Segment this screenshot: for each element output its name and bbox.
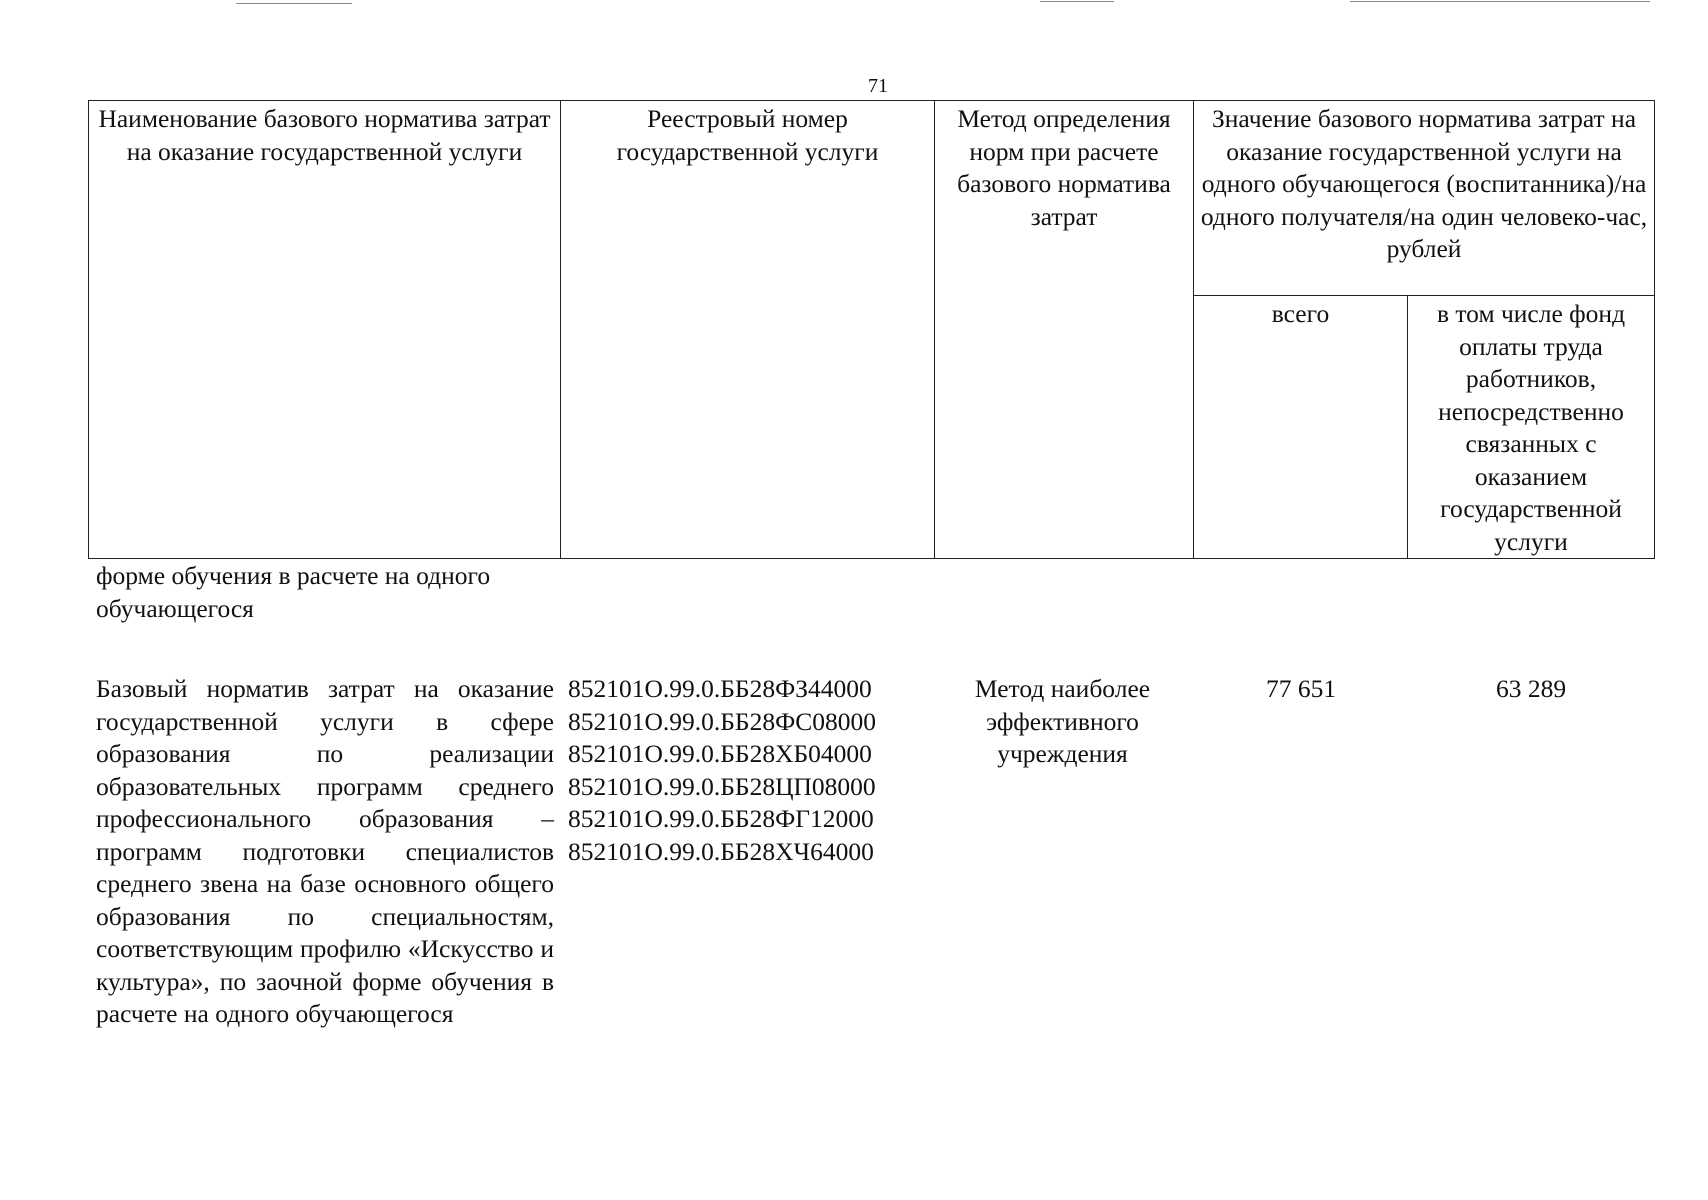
registry-code: 852101О.99.0.ББ28ХБ04000 bbox=[568, 739, 872, 768]
header-cell-value: Значение базового норматива затрат на оказание государственной услуги на одного обучающегося (воспитанника)/на одного получателя/на один человеко-час, рублей bbox=[1194, 101, 1655, 296]
entry-registry-codes bbox=[568, 673, 938, 868]
registry-code: 852101О.99.0.ББ28ХЧ64000 bbox=[568, 836, 874, 866]
header-cell-wage-fund: в том числе фонд оплаты труда работников, непосредственно связанных с оказанием государственной услуги bbox=[1408, 296, 1655, 559]
scan-artifact-line bbox=[1040, 1, 1114, 2]
registry-code: 852101О.99.0.ББ28ФГ12000 bbox=[568, 804, 874, 833]
registry-code: 852101О.99.0.ББ28ФС08000 bbox=[568, 706, 876, 736]
scan-artifact-line bbox=[1350, 1, 1650, 2]
entry-name: Базовый норматив затрат на оказание государственной услуги в сфере образования по реализации образовательных программ среднего профессионального образования – программ подготовки специалистов среднего звена на базе основного общего образования по специальностям, соответствующим профилю «Искусство и культура», по заочной форме обучения в расчете на одного обучающегося bbox=[96, 674, 554, 1028]
page-number: 71 bbox=[868, 75, 888, 97]
continuation-text: форме обучения в расчете на одного обучающегося bbox=[96, 561, 491, 623]
registry-code: 852101О.99.0.ББ28ЦП08000 bbox=[568, 771, 876, 801]
entry-wage-fund: 63 289 bbox=[1495, 674, 1567, 703]
entry-method: Метод наиболее эффективного учреждения bbox=[974, 674, 1151, 768]
scan-artifact-line bbox=[236, 3, 352, 4]
norms-table-header bbox=[88, 100, 1655, 559]
registry-code: 852101О.99.0.ББ28ФЗ44000 bbox=[568, 674, 872, 703]
header-cell-registry: Реестровый номер государственной услуги bbox=[561, 101, 935, 559]
header-cell-total: всего bbox=[1194, 296, 1408, 559]
header-cell-name: Наименование базового норматива затрат на оказание государственной услуги bbox=[89, 101, 561, 559]
entry-total: 77 651 bbox=[1265, 674, 1337, 703]
header-cell-method: Метод определения норм при расчете базового норматива затрат bbox=[935, 101, 1194, 559]
